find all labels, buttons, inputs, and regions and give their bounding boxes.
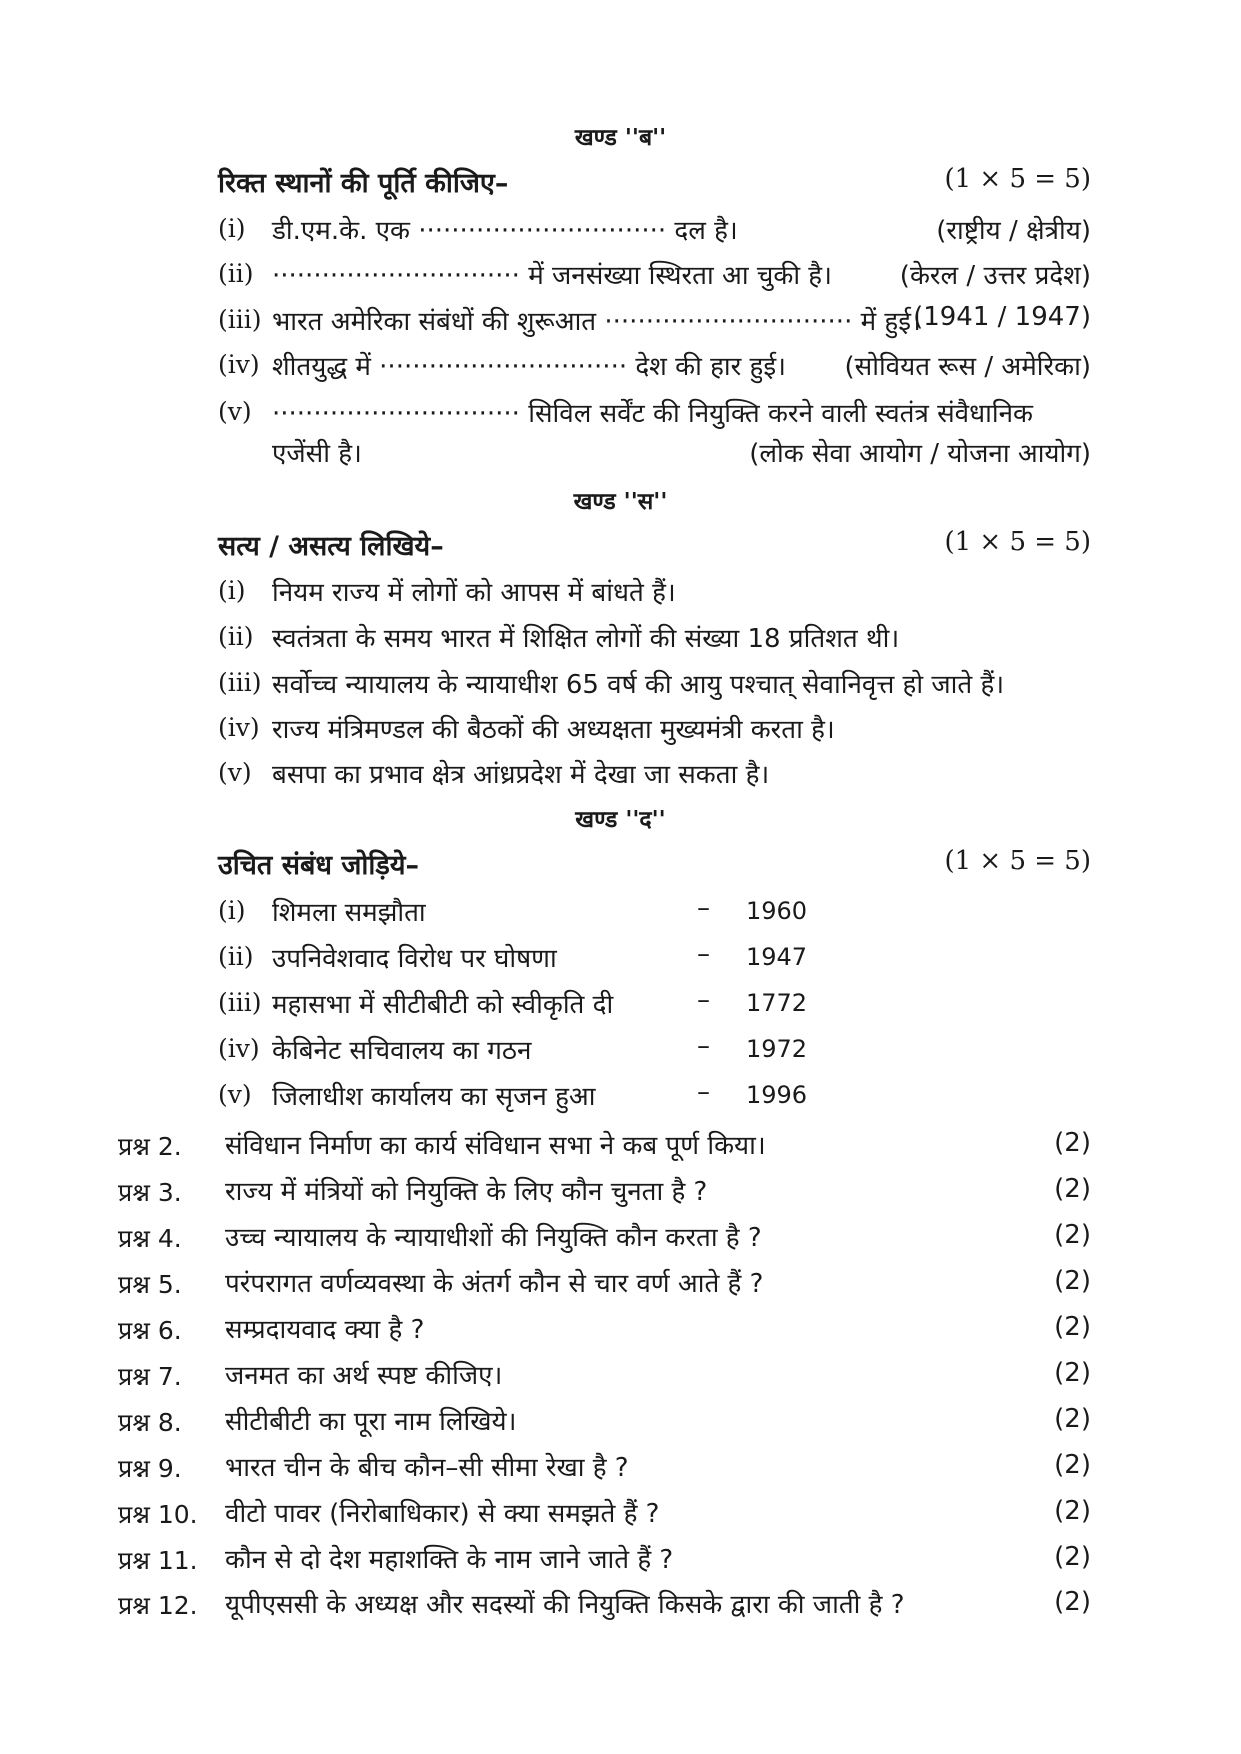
match-item-text: जिलाधीश कार्यालय का सृजन हुआ	[272, 1082, 596, 1112]
question-marks: (2)	[1054, 1587, 1091, 1617]
match-item-value: 1947	[746, 943, 808, 971]
match-item-value: 1772	[746, 989, 808, 1017]
question-label: प्रश्न 11.	[118, 1546, 198, 1575]
section-s-marks: (1 × 5 = 5)	[944, 527, 1091, 557]
question-label: प्रश्न 8.	[118, 1408, 182, 1437]
match-item-dash: –	[697, 1031, 710, 1061]
fill-item-text-continued: एजेंसी है।	[272, 439, 362, 469]
section-s-title: खण्ड ''स''	[573, 489, 668, 515]
question-label: प्रश्न 5.	[118, 1270, 182, 1299]
question-label: प्रश्न 3.	[118, 1178, 182, 1207]
match-item-dash: –	[697, 939, 710, 969]
truefalse-item-number: (ii)	[218, 622, 254, 651]
match-item-dash: –	[697, 985, 710, 1015]
match-item-dash: –	[697, 1077, 710, 1107]
question-label: प्रश्न 10.	[118, 1500, 198, 1529]
match-item-number: (ii)	[218, 942, 254, 971]
question-text: भारत चीन के बीच कौन–सी सीमा रेखा है ?	[225, 1453, 629, 1483]
match-item-value: 1972	[746, 1035, 808, 1063]
fill-item-options: (केरल / उत्तर प्रदेश)	[899, 261, 1091, 291]
question-text: कौन से दो देश महाशक्ति के नाम जाने जाते हैं ?	[225, 1545, 674, 1575]
match-item-number: (iii)	[218, 988, 262, 1017]
fill-item-options: (1941 / 1947)	[913, 302, 1091, 332]
truefalse-item-text: नियम राज्य में लोगों को आपस में बांधते हैं।	[272, 578, 676, 608]
truefalse-item-number: (iii)	[218, 668, 262, 697]
question-label: प्रश्न 2.	[118, 1132, 182, 1161]
question-text: यूपीएससी के अध्यक्ष और सदस्यों की नियुक्ति किसके द्वारा की जाती है ?	[225, 1590, 905, 1620]
truefalse-item-number: (iv)	[218, 713, 260, 742]
section-d-title: खण्ड ''द''	[575, 807, 666, 833]
question-label: प्रश्न 9.	[118, 1454, 182, 1483]
fill-item-number: (v)	[218, 397, 252, 426]
fill-item-number: (ii)	[218, 259, 254, 288]
question-label: प्रश्न 12.	[118, 1591, 198, 1620]
fill-item-text: ······························ सिविल सर्वेंट की नियुक्ति करने वाली स्वतंत्र संवैधानिक	[272, 399, 1033, 429]
question-text: संविधान निर्माण का कार्य संविधान सभा ने कब पूर्ण किया।	[225, 1131, 766, 1161]
truefalse-item-text: स्वतंत्रता के समय भारत में शिक्षित लोगों की संख्या 18 प्रतिशत थी।	[272, 624, 900, 654]
match-item-text: शिमला समझौता	[272, 898, 426, 928]
question-marks: (2)	[1054, 1312, 1091, 1342]
fill-item-text: शीतयुद्ध में ······························ देश की हार हुई।	[272, 352, 786, 382]
section-s-heading: सत्य / असत्य लिखिये–	[218, 531, 444, 562]
section-b-marks: (1 × 5 = 5)	[944, 164, 1091, 194]
truefalse-item-number: (i)	[218, 576, 246, 605]
match-item-number: (iv)	[218, 1034, 260, 1063]
fill-item-text: भारत अमेरिका संबंधों की शुरूआत ······························ में हुई।	[272, 307, 921, 337]
match-item-number: (v)	[218, 1080, 252, 1109]
truefalse-item-number: (v)	[218, 758, 252, 787]
match-item-text: उपनिवेशवाद विरोध पर घोषणा	[272, 944, 557, 974]
question-text: वीटो पावर (निरोबाधिकार) से क्या समझते हैं ?	[225, 1499, 660, 1529]
fill-item-text: ······························ में जनसंख्या स्थिरता आ चुकी है।	[272, 261, 832, 291]
question-marks: (2)	[1054, 1174, 1091, 1204]
section-d-heading: उचित संबंध जोड़िये–	[218, 850, 420, 881]
fill-item-number: (i)	[218, 214, 246, 243]
match-item-number: (i)	[218, 896, 246, 925]
question-text: सीटीबीटी का पूरा नाम लिखिये।	[225, 1407, 517, 1437]
fill-item-text: डी.एम.के. एक ······························ दल है।	[272, 216, 738, 246]
question-text: उच्च न्यायालय के न्यायाधीशों की नियुक्ति कौन करता है ?	[225, 1223, 762, 1253]
fill-item-number: (iii)	[218, 305, 262, 334]
section-d-marks: (1 × 5 = 5)	[944, 846, 1091, 876]
fill-item-options: (सोवियत रूस / अमेरिका)	[844, 352, 1091, 382]
match-item-dash: –	[697, 893, 710, 923]
question-marks: (2)	[1054, 1358, 1091, 1388]
match-item-text: महासभा में सीटीबीटी को स्वीकृति दी	[272, 990, 614, 1020]
match-item-value: 1960	[746, 897, 808, 925]
section-b-title: खण्ड ''ब''	[574, 125, 667, 151]
section-b-heading: रिक्त स्थानों की पूर्ति कीजिए–	[218, 168, 509, 199]
question-text: परंपरागत वर्णव्यवस्था के अंतर्ग कौन से चार वर्ण आते हैं ?	[225, 1269, 764, 1299]
question-marks: (2)	[1054, 1220, 1091, 1250]
question-marks: (2)	[1054, 1266, 1091, 1296]
fill-item-options: (राष्ट्रीय / क्षेत्रीय)	[936, 216, 1091, 246]
question-text: सम्प्रदायवाद क्या है ?	[225, 1315, 425, 1345]
question-marks: (2)	[1054, 1496, 1091, 1526]
match-item-text: केबिनेट सचिवालय का गठन	[272, 1036, 532, 1066]
question-marks: (2)	[1054, 1542, 1091, 1572]
match-item-value: 1996	[746, 1081, 808, 1109]
fill-item-number: (iv)	[218, 350, 260, 379]
question-marks: (2)	[1054, 1128, 1091, 1158]
question-marks: (2)	[1054, 1450, 1091, 1480]
question-text: जनमत का अर्थ स्पष्ट कीजिए।	[225, 1361, 503, 1391]
question-text: राज्य में मंत्रियों को नियुक्ति के लिए कौन चुनता है ?	[225, 1177, 708, 1207]
fill-item-options: (लोक सेवा आयोग / योजना आयोग)	[749, 439, 1091, 469]
truefalse-item-text: राज्य मंत्रिमण्डल की बैठकों की अध्यक्षता मुख्यमंत्री करता है।	[272, 715, 835, 745]
question-label: प्रश्न 4.	[118, 1224, 182, 1253]
truefalse-item-text: बसपा का प्रभाव क्षेत्र आंध्रप्रदेश में देखा जा सकता है।	[272, 760, 770, 790]
question-marks: (2)	[1054, 1404, 1091, 1434]
question-label: प्रश्न 7.	[118, 1362, 182, 1391]
truefalse-item-text: सर्वोच्च न्यायालय के न्यायाधीश 65 वर्ष की आयु पश्चात् सेवानिवृत्त हो जाते हैं।	[272, 670, 1005, 700]
question-label: प्रश्न 6.	[118, 1316, 182, 1345]
